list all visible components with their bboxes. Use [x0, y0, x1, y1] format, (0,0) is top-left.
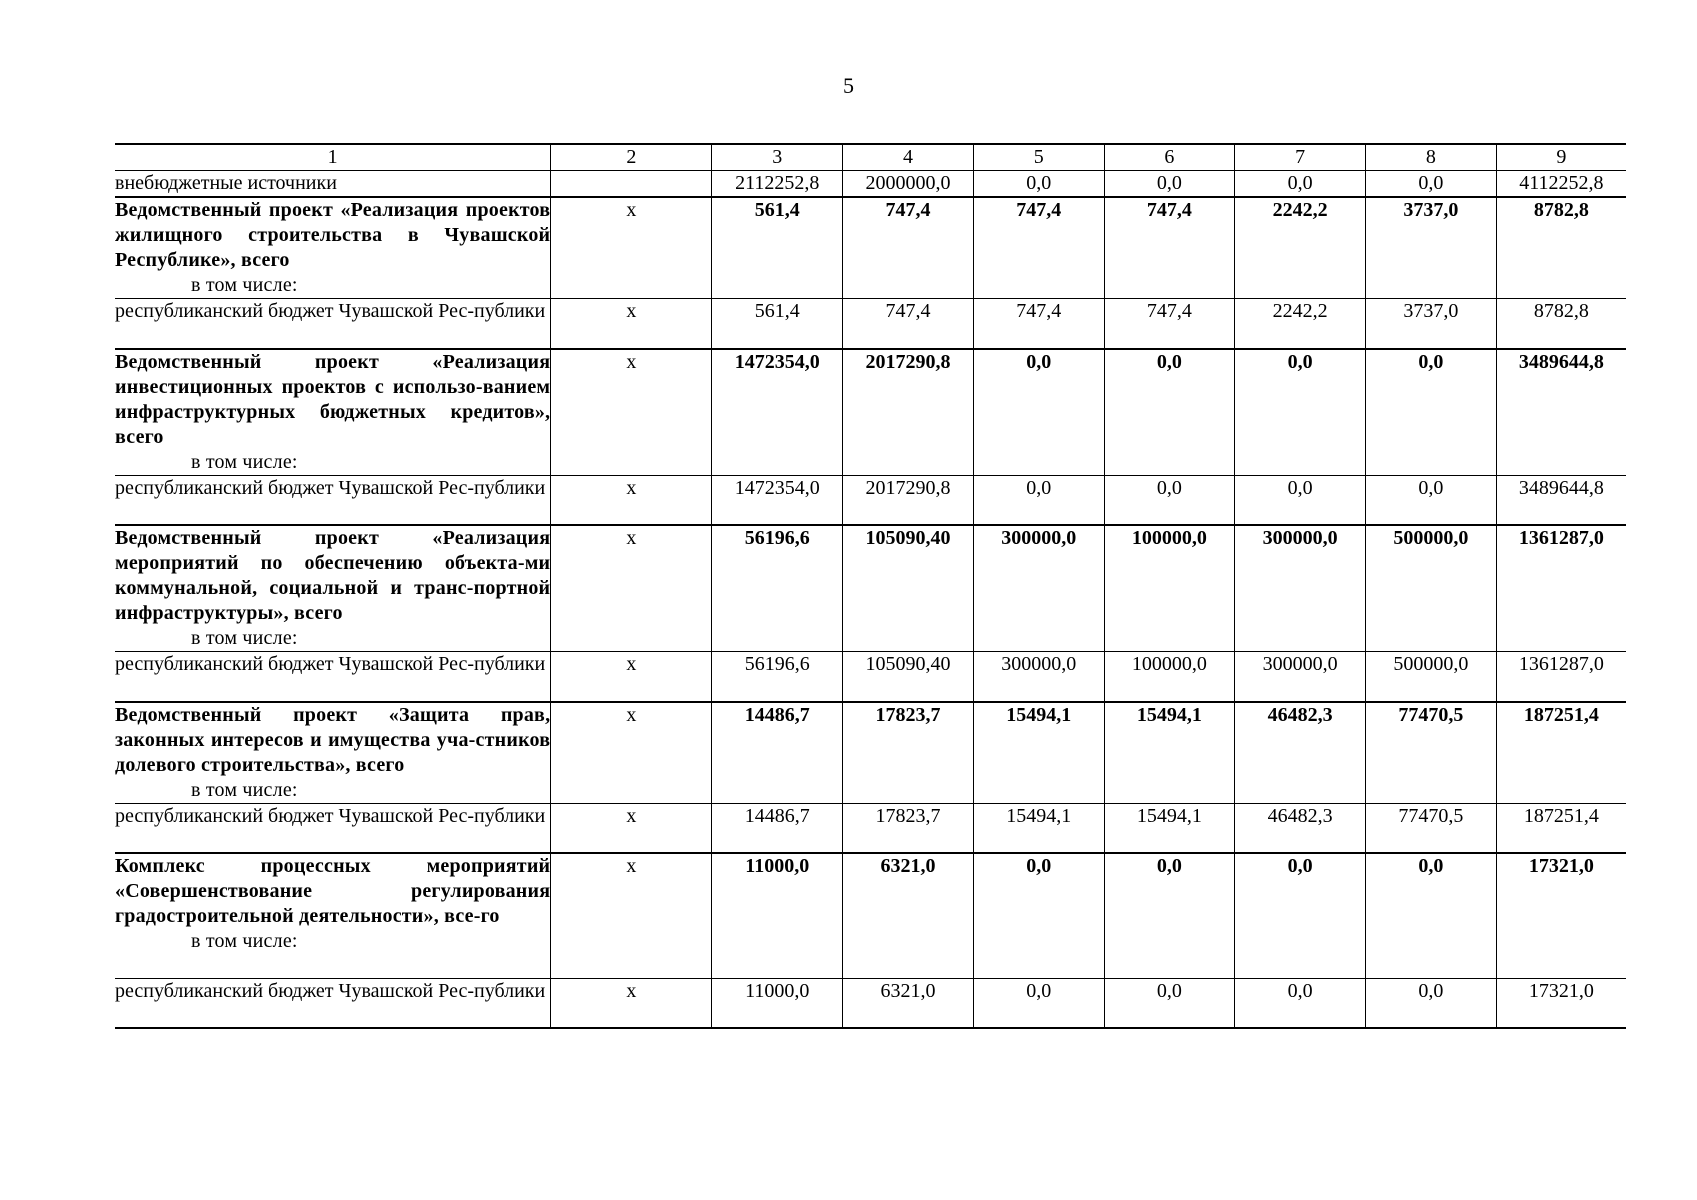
value-cell: 0,0: [973, 349, 1104, 476]
row-col2-cell: х: [551, 853, 712, 978]
row-name-cell: [115, 803, 551, 853]
row-name-cell: [115, 853, 551, 978]
value-cell: 0,0: [1235, 853, 1366, 978]
value-cell: 747,4: [843, 197, 974, 299]
value-cell: 747,4: [973, 299, 1104, 349]
value-cell: 187251,4: [1496, 803, 1626, 853]
value-cell: 0,0: [1104, 349, 1235, 476]
header-cell: 8: [1365, 144, 1496, 171]
row-name-cell: [115, 349, 551, 476]
value-cell: 0,0: [1365, 171, 1496, 198]
value-cell: 0,0: [973, 171, 1104, 198]
group-row: [115, 702, 1626, 804]
value-cell: 11000,0: [712, 853, 843, 978]
value-cell: 1361287,0: [1496, 525, 1626, 652]
value-cell: 0,0: [1365, 978, 1496, 1028]
value-cell: 561,4: [712, 299, 843, 349]
value-cell: 6321,0: [843, 978, 974, 1028]
sub-row: [115, 171, 1626, 198]
in-that-number-label: в том числе:: [191, 778, 298, 801]
value-cell: 6321,0: [843, 853, 974, 978]
row-name-cell: [115, 197, 551, 299]
value-cell: 100000,0: [1104, 652, 1235, 702]
value-cell: 0,0: [1104, 853, 1235, 978]
row-name-cell: [115, 525, 551, 652]
value-cell: 56196,6: [712, 525, 843, 652]
group-row: [115, 525, 1626, 652]
header-cell: 7: [1235, 144, 1366, 171]
value-cell: 2242,2: [1235, 197, 1366, 299]
value-cell: 300000,0: [1235, 652, 1366, 702]
row-col2-cell: х: [551, 475, 712, 525]
value-cell: 0,0: [1104, 475, 1235, 525]
header-cell: 9: [1496, 144, 1626, 171]
value-cell: 300000,0: [973, 652, 1104, 702]
value-cell: 0,0: [1235, 349, 1366, 476]
value-cell: 747,4: [973, 197, 1104, 299]
row-name: Ведомственный проект «Реализация мероприятий по обеспечению объекта-ми коммунальной, социальной и транс-портной инфраструктуры», всего: [115, 527, 551, 624]
value-cell: 77470,5: [1365, 702, 1496, 804]
value-cell: 14486,7: [712, 702, 843, 804]
header-cell: 6: [1104, 144, 1235, 171]
value-cell: 0,0: [973, 853, 1104, 978]
value-cell: 15494,1: [1104, 702, 1235, 804]
value-cell: 105090,40: [843, 652, 974, 702]
value-cell: 1361287,0: [1496, 652, 1626, 702]
value-cell: 17823,7: [843, 702, 974, 804]
value-cell: 0,0: [1365, 853, 1496, 978]
value-cell: 300000,0: [1235, 525, 1366, 652]
row-name: республиканский бюджет Чувашской Рес-публики: [115, 300, 546, 322]
row-name-cell: [115, 299, 551, 349]
header-cell: 1: [115, 144, 551, 171]
group-row: [115, 853, 1626, 978]
row-name-cell: [115, 475, 551, 525]
value-cell: 0,0: [973, 978, 1104, 1028]
value-cell: 2017290,8: [843, 349, 974, 476]
value-cell: 17823,7: [843, 803, 974, 853]
value-cell: 0,0: [1365, 349, 1496, 476]
value-cell: 46482,3: [1235, 702, 1366, 804]
sub-row: [115, 803, 1626, 853]
in-that-number-label: в том числе:: [191, 627, 298, 649]
group-row: [115, 349, 1626, 476]
in-that-number-label: в том числе:: [191, 274, 298, 296]
value-cell: 17321,0: [1496, 978, 1626, 1028]
value-cell: 747,4: [1104, 197, 1235, 299]
value-cell: 15494,1: [973, 803, 1104, 853]
value-cell: 300000,0: [973, 525, 1104, 652]
value-cell: 3489644,8: [1496, 349, 1626, 476]
row-name: Ведомственный проект «Реализация инвестиционных проектов с использо-ванием инфраструктурных бюджетных кредитов», всего: [115, 350, 551, 448]
row-name: Комплекс процессных мероприятий «Совершенствование регулирования градостроительной деятельности», все-го: [115, 855, 551, 927]
value-cell: 561,4: [712, 197, 843, 299]
value-cell: 8782,8: [1496, 197, 1626, 299]
row-name-cell: [115, 171, 551, 198]
row-name: Ведомственный проект «Защита прав, законных интересов и имущества уча-стников долевого строительства», всего: [115, 703, 551, 776]
row-col2-cell: [551, 171, 712, 198]
value-cell: 187251,4: [1496, 702, 1626, 804]
row-col2-cell: х: [551, 525, 712, 652]
sub-row: [115, 652, 1626, 702]
value-cell: 14486,7: [712, 803, 843, 853]
row-name: республиканский бюджет Чувашской Рес-публики: [115, 476, 546, 499]
row-col2-cell: х: [551, 349, 712, 476]
value-cell: 3737,0: [1365, 299, 1496, 349]
in-that-number-label: в том числе:: [191, 450, 298, 473]
table-body: [115, 144, 1626, 1028]
row-name: внебюджетные источники: [115, 172, 337, 194]
row-name: республиканский бюджет Чувашской Рес-публики: [115, 653, 546, 675]
row-name-cell: [115, 978, 551, 1028]
value-cell: 3737,0: [1365, 197, 1496, 299]
sub-row: [115, 475, 1626, 525]
header-cell: 5: [973, 144, 1104, 171]
value-cell: 15494,1: [1104, 803, 1235, 853]
value-cell: 77470,5: [1365, 803, 1496, 853]
header-cell: 3: [712, 144, 843, 171]
value-cell: 0,0: [1235, 978, 1366, 1028]
value-cell: 2242,2: [1235, 299, 1366, 349]
sub-row: [115, 299, 1626, 349]
value-cell: 56196,6: [712, 652, 843, 702]
row-name-cell: [115, 652, 551, 702]
value-cell: 0,0: [1235, 171, 1366, 198]
value-cell: 0,0: [1235, 475, 1366, 525]
value-cell: 0,0: [1104, 978, 1235, 1028]
value-cell: 1472354,0: [712, 475, 843, 525]
value-cell: 1472354,0: [712, 349, 843, 476]
row-col2-cell: х: [551, 978, 712, 1028]
value-cell: 2000000,0: [843, 171, 974, 198]
value-cell: 0,0: [1365, 475, 1496, 525]
value-cell: 747,4: [1104, 299, 1235, 349]
value-cell: 500000,0: [1365, 652, 1496, 702]
value-cell: 105090,40: [843, 525, 974, 652]
page-number: 5: [843, 73, 854, 98]
group-row: [115, 197, 1626, 299]
value-cell: 4112252,8: [1496, 171, 1626, 198]
row-col2-cell: х: [551, 652, 712, 702]
value-cell: 17321,0: [1496, 853, 1626, 978]
row-col2-cell: х: [551, 299, 712, 349]
value-cell: 2017290,8: [843, 475, 974, 525]
value-cell: 100000,0: [1104, 525, 1235, 652]
in-that-number-label: в том числе:: [191, 930, 298, 952]
row-name: Ведомственный проект «Реализация проектов жилищного строительства в Чувашской Республике», всего: [115, 199, 551, 271]
header-cell: 2: [551, 144, 712, 171]
row-col2-cell: х: [551, 803, 712, 853]
value-cell: 3489644,8: [1496, 475, 1626, 525]
value-cell: 500000,0: [1365, 525, 1496, 652]
row-col2-cell: х: [551, 702, 712, 804]
row-col2-cell: х: [551, 197, 712, 299]
value-cell: 2112252,8: [712, 171, 843, 198]
value-cell: 46482,3: [1235, 803, 1366, 853]
value-cell: 0,0: [973, 475, 1104, 525]
value-cell: 11000,0: [712, 978, 843, 1028]
value-cell: 15494,1: [973, 702, 1104, 804]
value-cell: 8782,8: [1496, 299, 1626, 349]
header-row: [115, 144, 1626, 171]
row-name: республиканский бюджет Чувашской Рес-публики: [115, 979, 546, 1002]
value-cell: 0,0: [1104, 171, 1235, 198]
row-name: республиканский бюджет Чувашской Рес-публики: [115, 804, 546, 827]
value-cell: 747,4: [843, 299, 974, 349]
row-name-cell: [115, 702, 551, 804]
header-cell: 4: [843, 144, 974, 171]
sub-row: [115, 978, 1626, 1028]
budget-table: [115, 143, 1626, 1029]
